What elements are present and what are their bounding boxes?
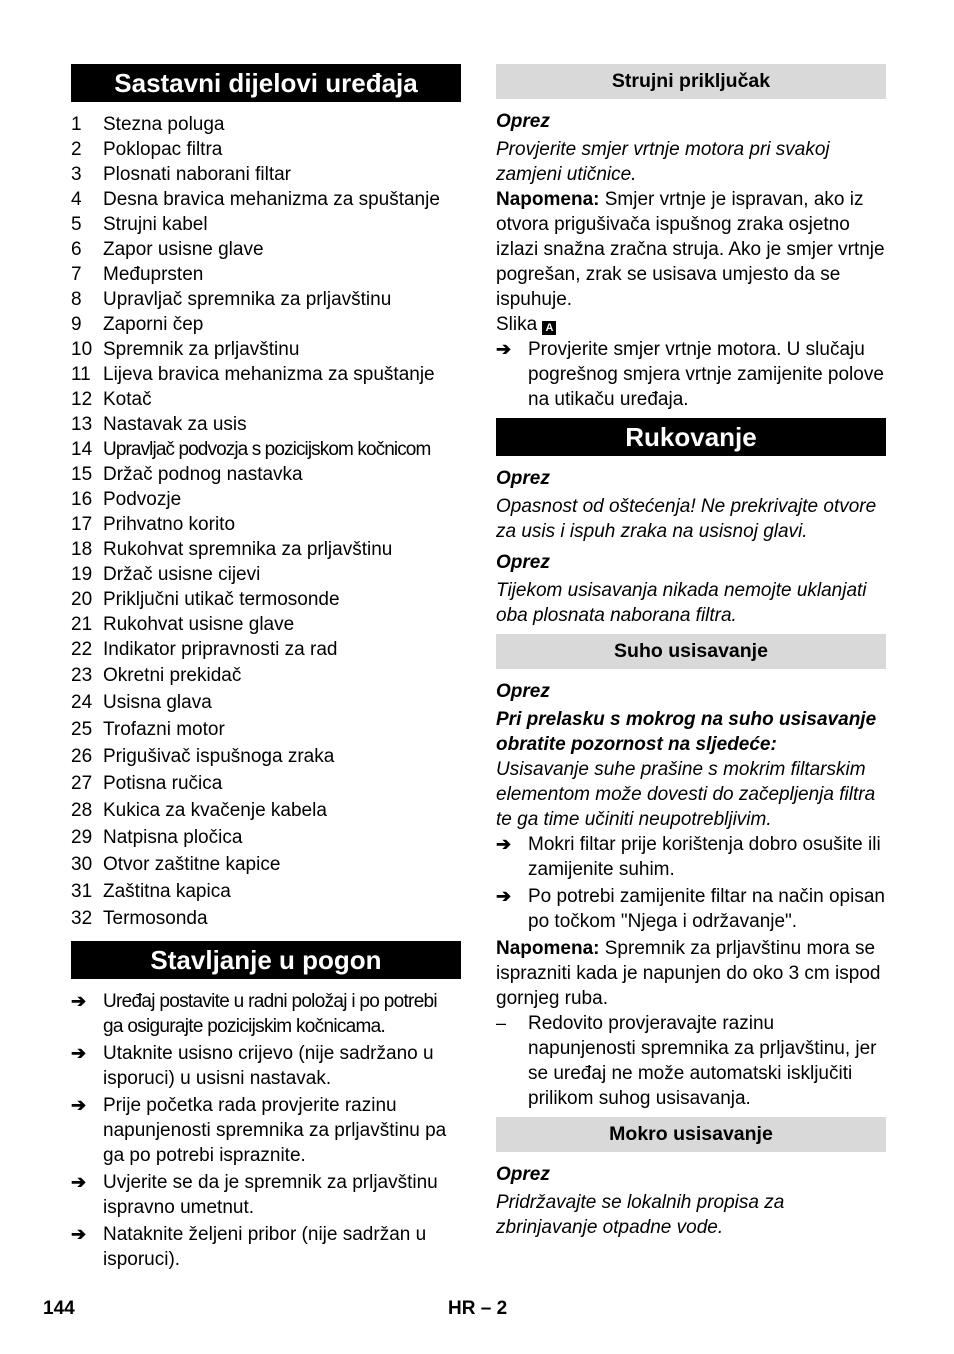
item-number: 8 (71, 289, 82, 310)
arrow-icon: ➔ (71, 1224, 87, 1244)
list-item (71, 437, 461, 462)
note-text: Smjer vrtnje je ispravan, ako iz otvora prigušivača ispušnog zraka osjetno izlazi snažna zračna struja. Ako je smjer vrtnje pogrešan, zrak se usisava umjesto da se ispuhuje. (496, 189, 885, 310)
item-number: 16 (71, 489, 93, 510)
item-number: 27 (71, 773, 93, 794)
list-item (71, 162, 461, 187)
caution-label: Oprez (496, 1164, 550, 1185)
caution-text: Opasnost od oštećenja! Ne prekrivajte otvore za usis i ispuh zraka na usisnoj glavi. (496, 496, 877, 542)
item-number: 18 (71, 539, 93, 560)
list-item (71, 112, 461, 137)
item-text: Kukica za kvačenje kabela (103, 800, 327, 821)
item-number: 5 (71, 214, 82, 235)
list-item (71, 187, 461, 212)
item-text: Podvozje (103, 489, 182, 510)
item-number: 3 (71, 164, 82, 185)
item-text: Upravljač podvozja s pozicijskom kočnicom (103, 439, 431, 460)
item-text: Potisna ručica (103, 773, 223, 794)
list-item (71, 716, 461, 743)
language-page-label: HR – 2 (448, 1298, 508, 1319)
item-text: Nastavak za usis (103, 414, 247, 435)
figure-reference (496, 312, 886, 337)
item-number: 11 (71, 364, 91, 385)
item-text: Rukohvat usisne glave (103, 614, 295, 635)
item-text: Stezna poluga (103, 114, 225, 135)
list-item (71, 587, 461, 612)
item-number: 30 (71, 854, 93, 875)
item-number: 13 (71, 414, 93, 435)
item-text: Kotač (103, 389, 152, 410)
list-item (71, 637, 461, 662)
item-number: 2 (71, 139, 82, 160)
list-item (71, 851, 461, 878)
list-item (71, 262, 461, 287)
item-text: Međuprsten (103, 264, 204, 285)
item-text: Spremnik za prljavštinu (103, 339, 300, 360)
caution-text: Pridržavajte se lokalnih propisa za zbrinjavanje otpadne vode. (496, 1192, 785, 1238)
item-number: 24 (71, 692, 93, 713)
note-paragraph (496, 187, 886, 312)
item-text: Natpisna pločica (103, 827, 243, 848)
item-number: 31 (71, 881, 93, 902)
item-text: Usisna glava (103, 692, 212, 713)
list-item (71, 905, 461, 932)
item-text: Držač usisne cijevi (103, 564, 261, 585)
list-item (496, 884, 886, 934)
note-text: Spremnik za prljavštinu mora se isprazniti kada je napunjen do oko 3 cm ispod gornjeg ruba. (496, 938, 881, 1009)
item-number: 14 (71, 439, 93, 460)
item-number: 12 (71, 389, 93, 410)
list-item (496, 1011, 886, 1111)
caution-bold-text: Pri prelasku s mokrog na suho usisavanje obratite pozornost na sljedeće: (496, 709, 877, 755)
dash-bullet: – (496, 1013, 507, 1033)
item-number: 17 (71, 514, 93, 535)
list-item (71, 137, 461, 162)
caution-label: Oprez (496, 552, 550, 573)
item-text: Okretni prekidač (103, 665, 242, 686)
list-item (71, 743, 461, 770)
list-item (71, 312, 461, 337)
item-text: Prihvatno korito (103, 514, 236, 535)
parts-list (71, 112, 461, 932)
list-item (71, 237, 461, 262)
list-item (71, 287, 461, 312)
note-label: Napomena: (496, 938, 600, 959)
step-text: Nataknite željeni pribor (nije sadržan u isporuci). (103, 1224, 427, 1270)
list-item (71, 1170, 461, 1220)
item-number: 28 (71, 800, 93, 821)
arrow-icon: ➔ (71, 991, 87, 1011)
startup-heading: Stavljanje u pogon (71, 941, 461, 979)
figure-a-icon: A (542, 321, 556, 335)
step-text: Redovito provjeravajte razinu napunjenosti spremnika za prljavštinu, jer se uređaj ne može automatski isključiti prilikom suhog usisavanja. (528, 1013, 877, 1109)
list-item (496, 832, 886, 882)
item-text: Prigušivač ispušnoga zraka (103, 746, 335, 767)
caution-text: Provjerite smjer vrtnje motora pri svakoj zamjeni utičnice. (496, 139, 830, 185)
caution-text: Usisavanje suhe prašine s mokrim filtarskim elementom može dovesti do začepljenja filtra te ga time učiniti neupotrebljivim. (496, 759, 876, 830)
list-item (71, 562, 461, 587)
arrow-icon: ➔ (496, 339, 512, 359)
arrow-icon: ➔ (496, 886, 512, 906)
item-number: 20 (71, 589, 93, 610)
step-text: Po potrebi zamijenite filtar na način opisan po točkom "Njega i održavanje". (528, 886, 885, 932)
note-label: Napomena: (496, 189, 600, 210)
power-heading: Strujni priključak (496, 64, 886, 99)
item-number: 23 (71, 665, 93, 686)
list-item (71, 1222, 461, 1272)
step-text: Uređaj postavite u radni položaj i po potrebi ga osigurajte pozicijskim kočnicama. (103, 991, 437, 1037)
list-item (71, 612, 461, 637)
list-item (71, 770, 461, 797)
note-paragraph (496, 936, 886, 1011)
item-number: 6 (71, 239, 82, 260)
list-item (71, 824, 461, 851)
item-text: Indikator pripravnosti za rad (103, 639, 338, 660)
step-text: Provjerite smjer vrtnje motora. U slučaju pogrešnog smjera vrtnje zamijenite polove na utikaču uređaja. (528, 339, 884, 410)
list-item (71, 362, 461, 387)
arrow-icon: ➔ (71, 1095, 87, 1115)
item-text: Plosnati naborani filtar (103, 164, 291, 185)
left-column (71, 64, 461, 1274)
list-item (71, 1093, 461, 1168)
dry-heading: Suho usisavanje (496, 634, 886, 669)
power-steps (496, 337, 886, 412)
dry-steps (496, 832, 886, 934)
list-item (71, 797, 461, 824)
item-text: Strujni kabel (103, 214, 208, 235)
item-number: 22 (71, 639, 93, 660)
step-text: Mokri filtar prije korištenja dobro osušite ili zamijenite suhim. (528, 834, 881, 880)
item-number: 15 (71, 464, 93, 485)
item-text: Zaporni čep (103, 314, 204, 335)
item-text: Upravljač spremnika za prljavštinu (103, 289, 392, 310)
item-number: 7 (71, 264, 82, 285)
item-text: Desna bravica mehanizma za spuštanje (103, 189, 440, 210)
item-number: 32 (71, 908, 93, 929)
list-item (71, 989, 461, 1039)
caution-label: Oprez (496, 111, 550, 132)
item-text: Termosonda (103, 908, 208, 929)
list-item (496, 337, 886, 412)
list-item (71, 337, 461, 362)
page-number: 144 (43, 1298, 75, 1319)
step-text: Prije početka rada provjerite razinu napunjenosti spremnika za prljavštinu pa ga po potrebi ispraznite. (103, 1095, 447, 1166)
item-text: Otvor zaštitne kapice (103, 854, 281, 875)
list-item (71, 878, 461, 905)
list-item (71, 412, 461, 437)
item-text: Držač podnog nastavka (103, 464, 303, 485)
list-item (71, 1041, 461, 1091)
handling-heading: Rukovanje (496, 418, 886, 456)
item-number: 21 (71, 614, 93, 635)
list-item (71, 462, 461, 487)
item-text: Trofazni motor (103, 719, 225, 740)
startup-steps (71, 989, 461, 1272)
item-text: Zaštitna kapica (103, 881, 231, 902)
item-number: 29 (71, 827, 93, 848)
item-text: Zapor usisne glave (103, 239, 264, 260)
item-number: 4 (71, 189, 82, 210)
list-item (71, 487, 461, 512)
item-number: 26 (71, 746, 93, 767)
item-number: 1 (71, 114, 82, 135)
list-item (71, 537, 461, 562)
step-text: Utaknite usisno crijevo (nije sadržano u isporuci) u usisni nastavak. (103, 1043, 434, 1089)
caution-label: Oprez (496, 468, 550, 489)
right-column (496, 64, 886, 1240)
list-item (71, 212, 461, 237)
caution-text: Tijekom usisavanja nikada nemojte uklanjati oba plosnata naborana filtra. (496, 580, 867, 626)
item-text: Rukohvat spremnika za prljavštinu (103, 539, 393, 560)
list-item (71, 689, 461, 716)
item-number: 19 (71, 564, 93, 585)
item-text: Lijeva bravica mehanizma za spuštanje (103, 364, 435, 385)
list-item (71, 512, 461, 537)
arrow-icon: ➔ (71, 1172, 87, 1192)
item-number: 10 (71, 339, 93, 360)
list-item (71, 662, 461, 689)
step-text: Uvjerite se da je spremnik za prljavštinu ispravno umetnut. (103, 1172, 438, 1218)
item-text: Poklopac filtra (103, 139, 223, 160)
list-item (71, 387, 461, 412)
arrow-icon: ➔ (71, 1043, 87, 1063)
item-text: Priključni utikač termosonde (103, 589, 340, 610)
caution-label: Oprez (496, 681, 550, 702)
arrow-icon: ➔ (496, 834, 512, 854)
wet-heading: Mokro usisavanje (496, 1117, 886, 1152)
parts-heading: Sastavni dijelovi uređaja (71, 64, 461, 102)
item-number: 9 (71, 314, 82, 335)
figure-label: Slika (496, 314, 538, 335)
dry-dash-list (496, 1011, 886, 1111)
item-number: 25 (71, 719, 93, 740)
